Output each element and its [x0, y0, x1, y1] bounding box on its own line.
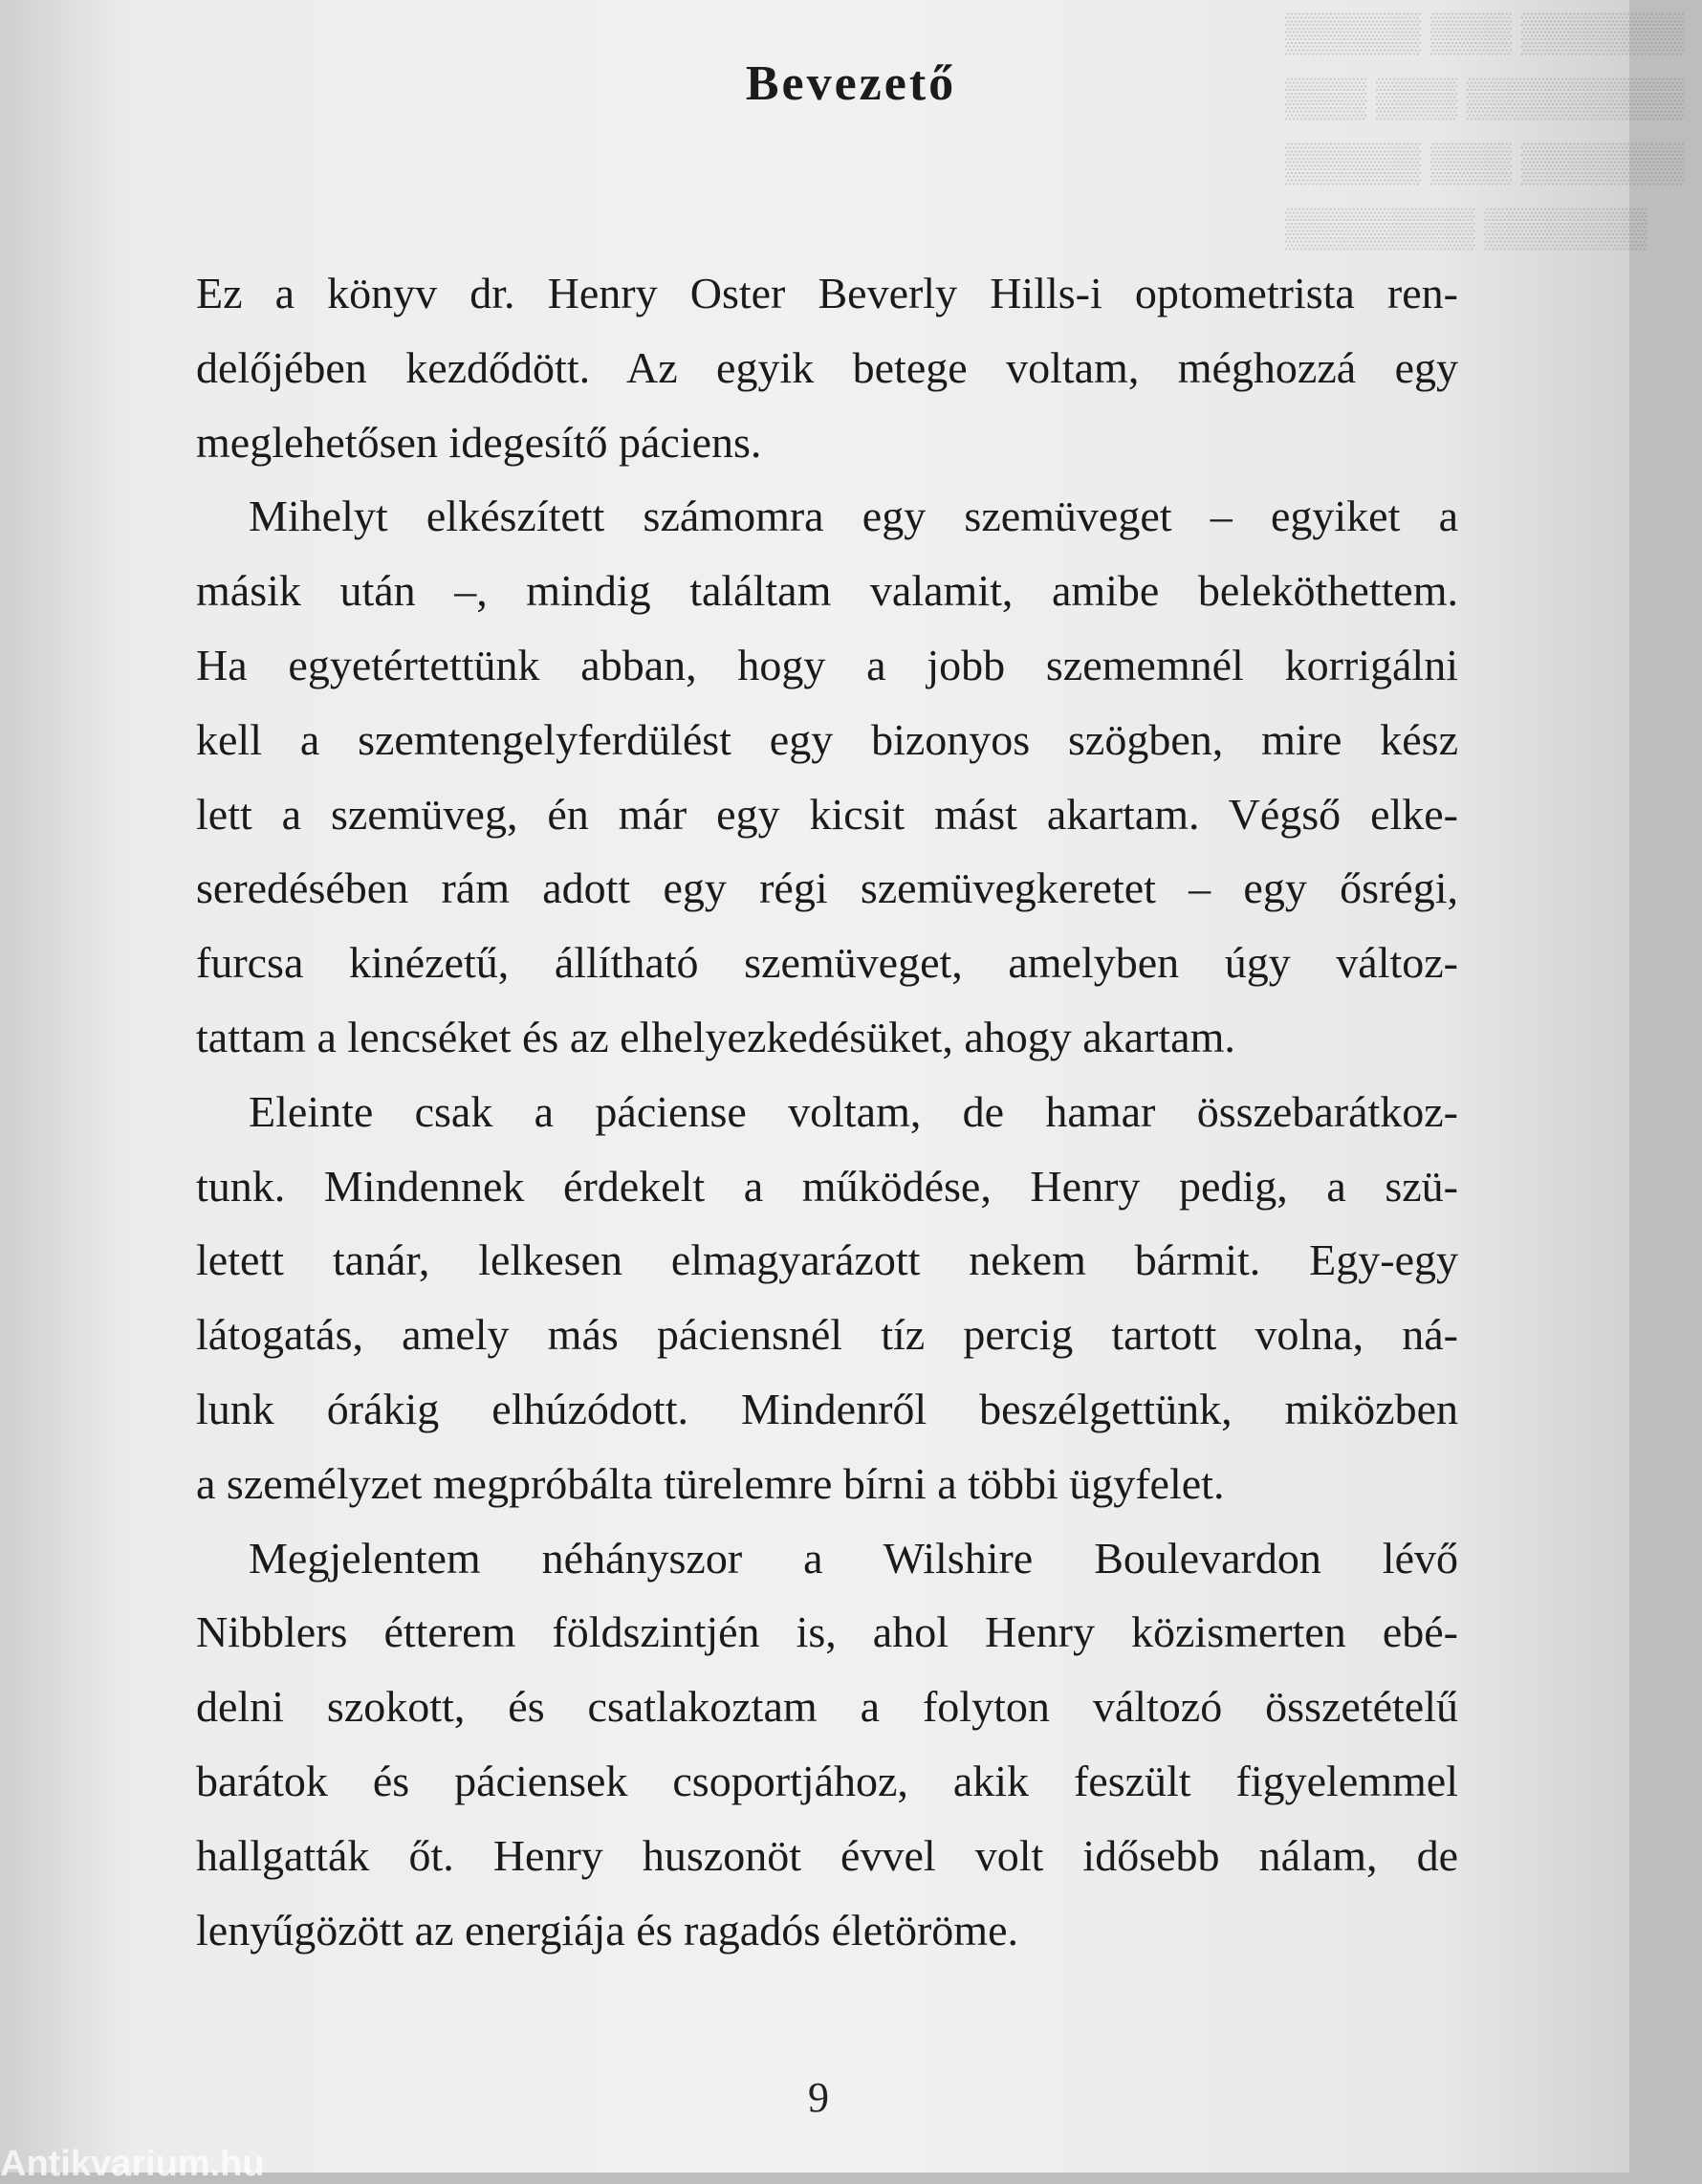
text-line: seredésében rám adott egy régi szemüvegkeretet – egy ősrégi,: [196, 863, 1458, 913]
text-line: lenyűgözött az energiája és ragadós életöröme.: [196, 1905, 1019, 1955]
text-line: kell a szemtengelyferdülést egy bizonyos szögben, mire kész: [196, 714, 1458, 764]
text-line: Mihelyt elkészített számomra egy szemüveget – egyiket a: [249, 491, 1458, 541]
text-line: letett tanár, lelkesen elmagyarázott nekem bármit. Egy-egy: [196, 1235, 1458, 1285]
text-line: látogatás, amely más páciensnél tíz percig tartott volna, ná-: [196, 1310, 1458, 1360]
text-line: meglehetősen idegesítő páciens.: [196, 417, 762, 467]
text-line: hallgatták őt. Henry huszonöt évvel volt idősebb nálam, de: [196, 1830, 1458, 1880]
text-line: lett a szemüveg, én már egy kicsit mást akartam. Végső elke-: [196, 789, 1458, 839]
text-line: delni szokott, és csatlakoztam a folyton változó összetételű: [196, 1682, 1458, 1732]
text-line: a személyzet megpróbálta türelemre bírni a többi ügyfelet.: [196, 1458, 1225, 1508]
page-number: 9: [808, 2074, 829, 2121]
chapter-title: Bevezető: [745, 56, 957, 111]
text-line: Ha egyetértettünk abban, hogy a jobb szememnél korrigálni: [196, 640, 1458, 689]
text-line: tattam a lencséket és az elhelyezkedésüket, ahogy akartam.: [196, 1012, 1235, 1061]
text-line: barátok és páciensek csoportjához, akik feszült figyelemmel: [196, 1756, 1458, 1805]
text-line: Nibblers étterem földszintjén is, ahol Henry közismerten ebé-: [196, 1607, 1458, 1657]
watermark: Antikvarium.hu: [0, 2144, 265, 2184]
text-line: lunk órákig elhúzódott. Mindenről beszélgettünk, miközben: [196, 1384, 1458, 1433]
text-line: furcsa kinézetű, állítható szemüveget, amelyben úgy változ-: [196, 938, 1458, 988]
text-line: Eleinte csak a páciense voltam, de hamar összebarátkoz-: [249, 1086, 1458, 1136]
bleed-through-text: ▒▒▒▒▒ ▒▒▒ ▒▒▒▒▒▒ ▒▒▒ ▒▒▒ ▒▒▒▒▒▒▒▒ ▒▒▒▒▒ ▒▒▒ ▒▒▒▒▒▒ ▒▒▒▒▒▒▒ ▒▒▒▒▒▒: [1285, 11, 1684, 249]
chapter-body: [196, 256, 1458, 1967]
text-line: delőjében kezdődött. Az egyik betege voltam, méghozzá egy: [196, 342, 1458, 392]
text-line: tunk. Mindennek érdekelt a működése, Henry pedig, a szü-: [196, 1161, 1458, 1211]
text-line: Ez a könyv dr. Henry Oster Beverly Hills-i optometrista ren-: [196, 269, 1458, 317]
text-line: másik után –, mindig találtam valamit, amibe beleköthettem.: [196, 566, 1458, 616]
text-line: Megjelentem néhányszor a Wilshire Boulevardon lévő: [249, 1533, 1458, 1583]
